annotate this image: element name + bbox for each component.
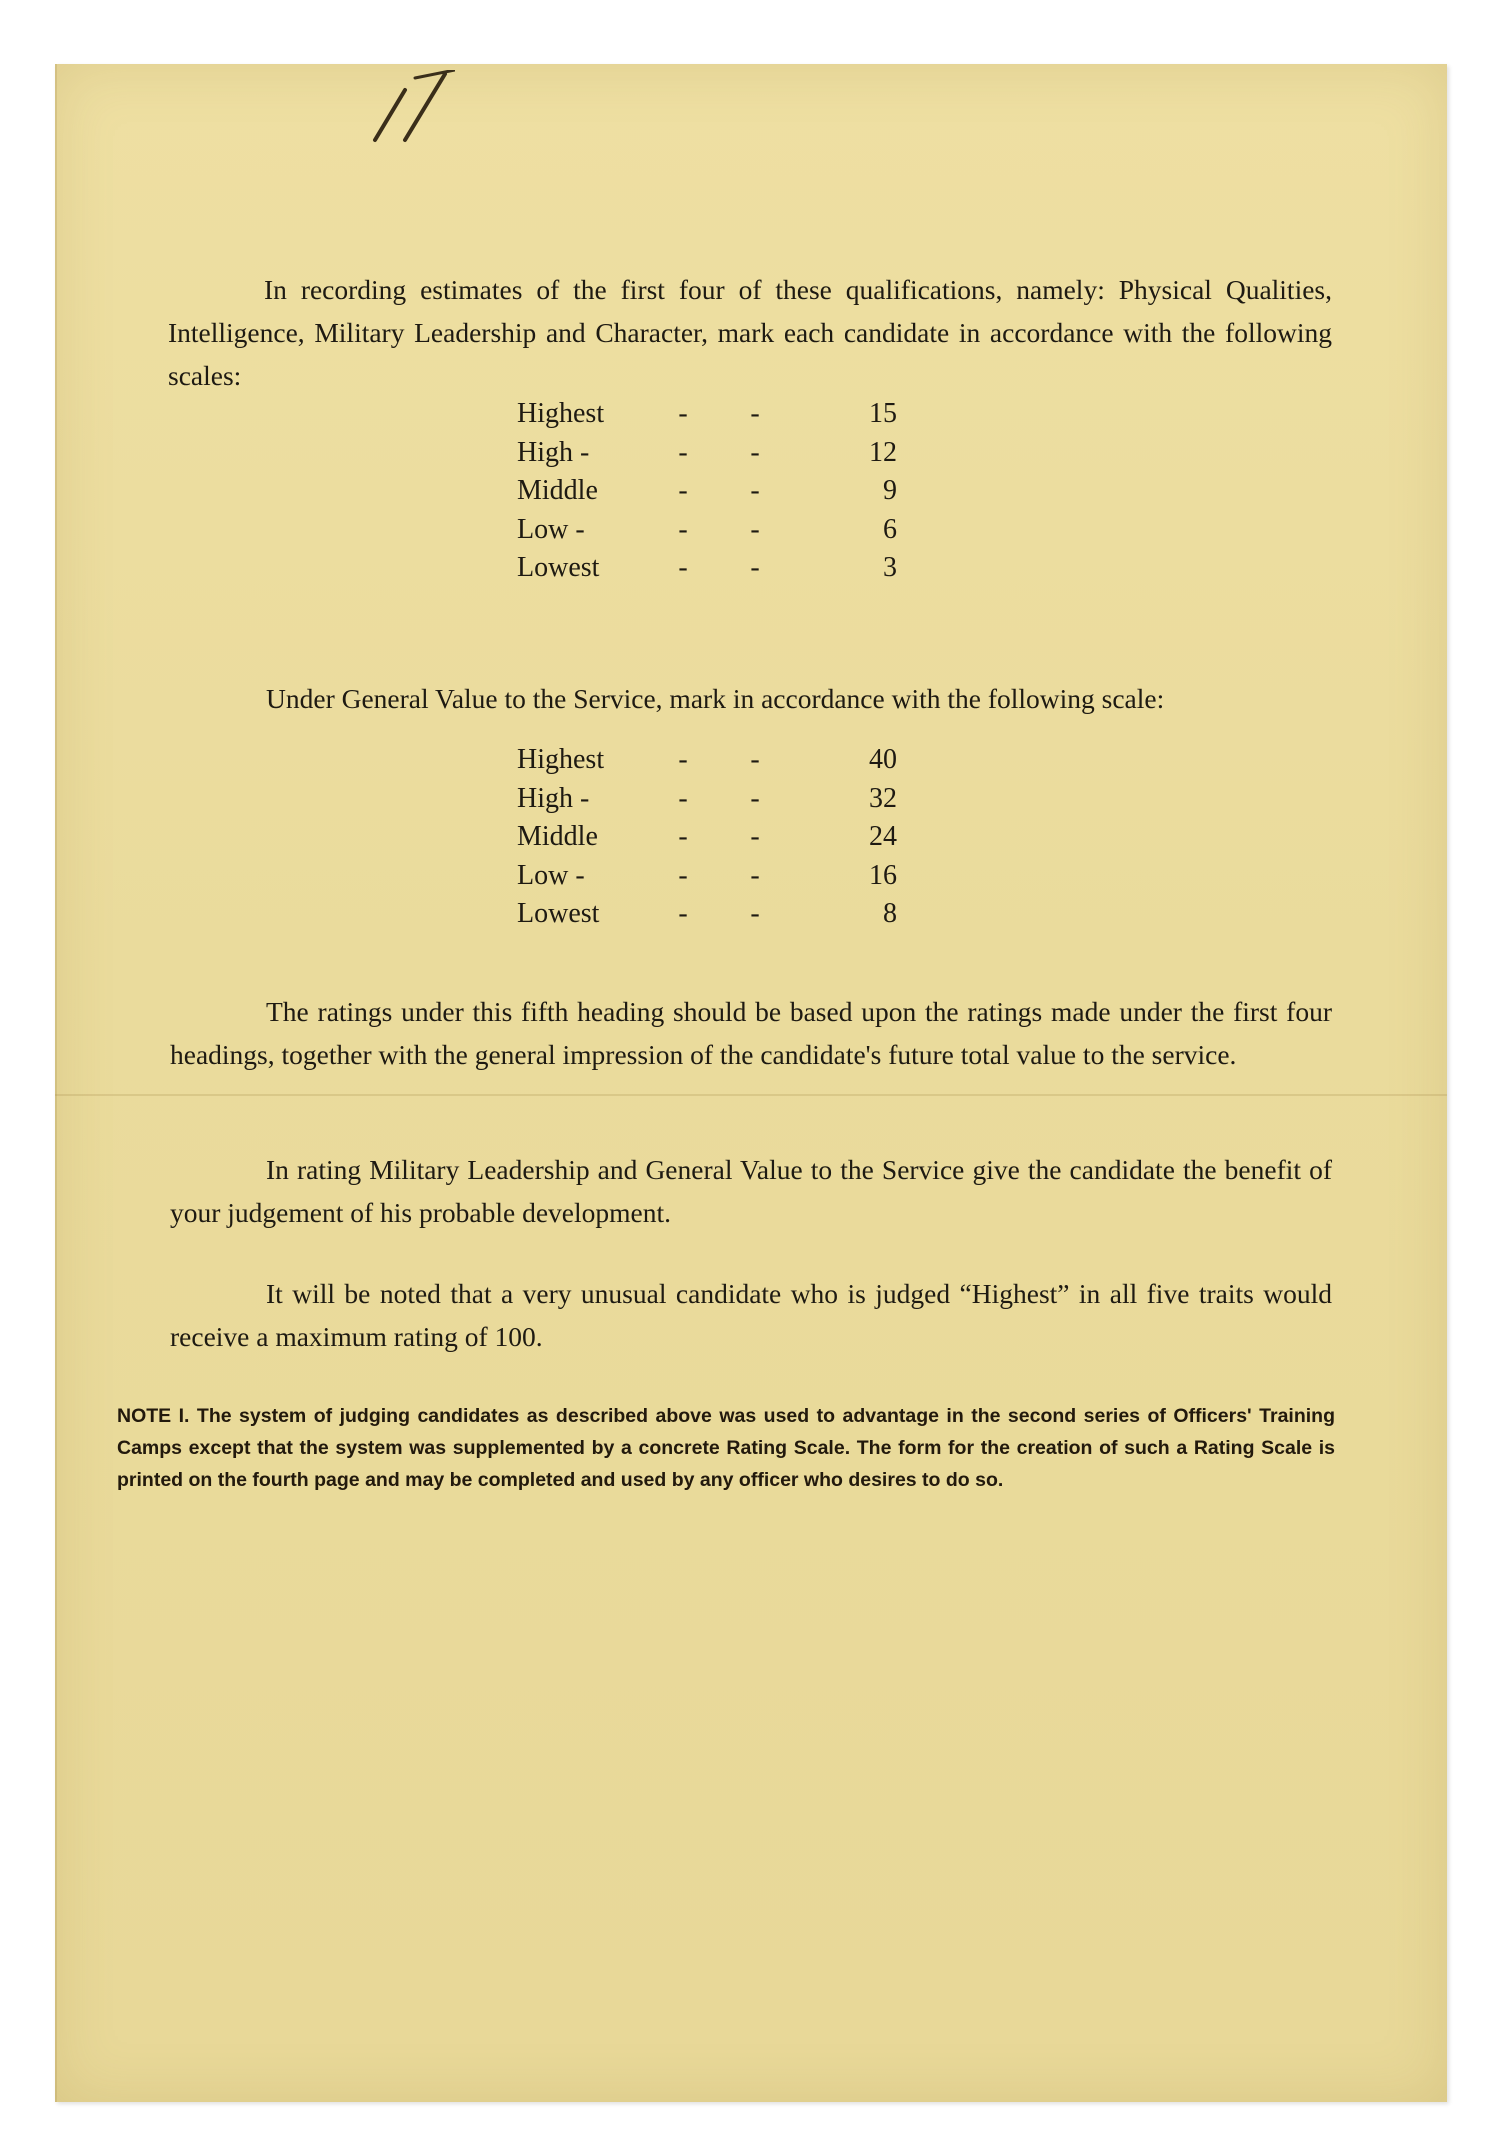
scale-dash: - bbox=[750, 398, 760, 429]
scale-value: 12 bbox=[869, 436, 897, 468]
scale-row bbox=[517, 818, 897, 857]
scale-value: 3 bbox=[883, 552, 897, 583]
scale-row bbox=[517, 741, 897, 780]
scale-dash: - bbox=[750, 898, 760, 929]
page-left-edge bbox=[55, 64, 57, 2102]
pencil-mark bbox=[305, 70, 455, 150]
scale-value: 40 bbox=[869, 744, 897, 775]
scale-dash: - bbox=[750, 552, 760, 583]
paragraph-general-value-intro: Under General Value to the Service, mark in accordance with the following scale: bbox=[266, 683, 1165, 714]
page-fold-horizontal bbox=[55, 1094, 1447, 1096]
scale-dash: - bbox=[678, 513, 688, 545]
scale-dash: - bbox=[750, 782, 760, 814]
scale-row bbox=[517, 395, 897, 434]
scale-label: Middle bbox=[517, 475, 598, 506]
scale-dash: - bbox=[750, 859, 760, 891]
scale-value: 15 bbox=[869, 398, 897, 429]
scale-dash: - bbox=[678, 475, 688, 506]
scale-dash: - bbox=[678, 821, 688, 852]
scale-dash: - bbox=[750, 821, 760, 852]
rating-scale-first-four bbox=[517, 395, 897, 588]
paragraph-fifth-heading: The ratings under this fifth heading should be based upon the ratings made under the first four headings, together with the general impression of the candidate's future total value to the service. bbox=[170, 996, 1332, 1070]
scale-dash: - bbox=[750, 436, 760, 468]
scale-row bbox=[517, 895, 897, 934]
scale-label: High - bbox=[517, 782, 590, 814]
paragraph-scales-intro: In recording estimates of the first four of these qualifications, namely: Physical Qualities, Intelligence, Military Leadership and Character, mark each candidate in accordance with the following scales: bbox=[168, 274, 1332, 391]
scale-value: 6 bbox=[883, 513, 897, 545]
scale-row bbox=[517, 549, 897, 588]
scale-dash: - bbox=[678, 898, 688, 929]
scale-value: 24 bbox=[869, 821, 897, 852]
scale-dash: - bbox=[750, 513, 760, 545]
scale-label: Low - bbox=[517, 859, 585, 891]
scale-label: Highest bbox=[517, 398, 605, 429]
scale-value: 9 bbox=[883, 475, 897, 506]
scale-dash: - bbox=[750, 744, 760, 775]
scale-row bbox=[517, 434, 897, 473]
scale-value: 8 bbox=[883, 898, 897, 929]
paragraph-military-leadership: In rating Military Leadership and General Value to the Service give the candidate the benefit of your judgement of his probable development. bbox=[170, 1154, 1332, 1228]
scale-row bbox=[517, 472, 897, 511]
footnote-note-1: NOTE I. The system of judging candidates as described above was used to advantage in the second series of Officers' Training Camps except that the system was supplemented by a concrete Rating Scale. The form for the creation of such a Rating Scale is printed on the fourth page and may be completed and used by any officer who desires to do so. bbox=[117, 1405, 1335, 1491]
scale-value: 32 bbox=[869, 782, 897, 814]
scale-row bbox=[517, 511, 897, 550]
scale-label: Lowest bbox=[517, 898, 600, 929]
scale-row bbox=[517, 857, 897, 896]
scale-label: Highest bbox=[517, 744, 605, 775]
scale-dash: - bbox=[678, 859, 688, 891]
rating-scale-general-value bbox=[517, 741, 897, 934]
scale-dash: - bbox=[750, 475, 760, 506]
scale-value: 16 bbox=[869, 859, 897, 891]
scale-label: Middle bbox=[517, 821, 598, 852]
scale-dash: - bbox=[678, 782, 688, 814]
scale-dash: - bbox=[678, 744, 688, 775]
scale-label: Lowest bbox=[517, 552, 600, 583]
scale-row bbox=[517, 780, 897, 819]
scale-dash: - bbox=[678, 552, 688, 583]
paragraph-maximum-rating: It will be noted that a very unusual candidate who is judged “Highest” in all five traits would receive a maximum rating of 100. bbox=[170, 1278, 1332, 1352]
scale-label: Low - bbox=[517, 513, 585, 545]
scale-dash: - bbox=[678, 398, 688, 429]
scale-label: High - bbox=[517, 436, 590, 468]
scale-dash: - bbox=[678, 436, 688, 468]
